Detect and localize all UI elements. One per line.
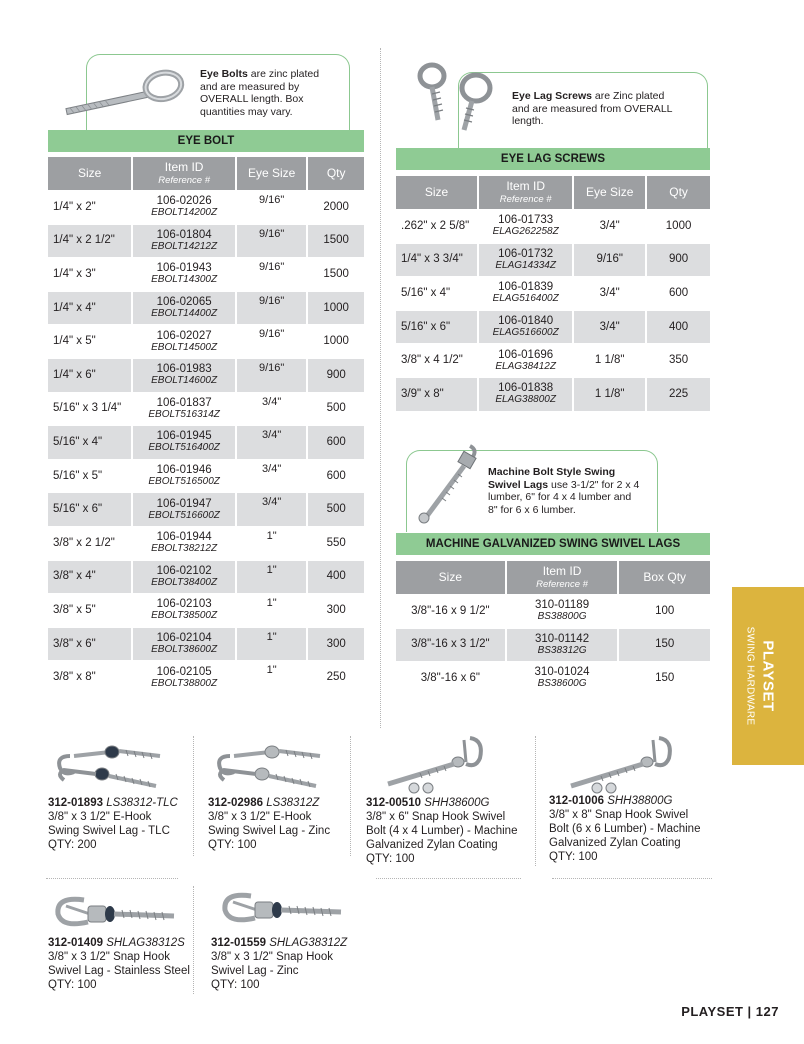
item-id: 106-01838 [498,382,554,395]
item-id: 106-02105 [156,665,212,678]
qty-cell: 2000 [323,200,349,213]
row-divider [46,878,178,879]
section-side-tab [732,587,804,765]
table-row [48,325,364,358]
size-cell: 1/4" x 3" [53,267,96,280]
eye-lag-description: Eye Lag Screws are Zinc plated and are measured from OVERALL length. [512,90,673,127]
table-row [48,561,364,594]
item-id-cell [133,292,235,325]
eye-size-cell: 9/16" [258,194,285,206]
size-cell: 3/8" x 2 1/2" [53,536,115,549]
eye-bolt-image [60,68,190,118]
product-tile [209,874,379,994]
row-divider [552,878,712,879]
item-id: 106-01696 [498,348,554,361]
size-cell: 3/8"-16 x 9 1/2" [411,604,490,617]
eye-size-cell: 9/16" [258,261,285,274]
tile-divider [193,886,194,994]
eye-size-cell: 1" [237,628,306,661]
item-id-cell [133,359,235,392]
size-cell: 5/16" x 4" [401,286,451,299]
table-row [48,225,364,258]
swivel-lag-description: Machine Bolt Style Swing Swivel Lags use 3-1/2" for 2 x 4 lumber, 6" for 4 x 4 lumber and 8" for 6 x 6 lumber. [488,466,640,516]
item-id: 106-01839 [498,281,554,294]
item-id-cell [133,493,235,526]
qty-cell: 600 [326,469,346,482]
table-row [48,258,364,291]
e-hook-swivel-lag-icon [52,734,168,796]
item-id-cell [133,325,235,358]
item-id: 310-01189 [534,599,590,612]
size-cell: 1/4" x 2" [53,200,96,213]
column-header-qty: Qty [308,157,364,190]
item-id-cell [507,629,618,662]
qty-cell: 1500 [323,267,349,280]
item-id: 106-02104 [156,632,212,645]
qty-cell: 150 [619,629,710,662]
reference-number: EBOLT14600Z [151,375,218,387]
qty-cell: 1000 [665,219,692,232]
eye-size-cell: 1" [266,664,277,677]
item-id: 106-01837 [156,396,212,409]
size-cell: 3/8" x 5" [53,603,96,616]
size-cell: 5/16" x 5" [53,469,103,482]
table-row [396,378,710,411]
reference-number: EBOLT38800Z [151,677,218,689]
e-hook-swivel-lag-icon [212,734,328,796]
qty-cell: 225 [647,378,710,411]
table-row [396,662,710,695]
table-row [396,595,710,628]
column-divider [380,48,381,728]
swivel-lag-heading: MACHINE GALVANIZED SWING SWIVEL LAGS [396,533,710,555]
item-id-cell [479,311,572,344]
table-row [48,493,364,526]
product-tile [206,730,366,860]
reference-number: ELAG14334Z [495,259,556,271]
size-cell: 3/9" x 8" [396,378,477,411]
reference-number: EBOLT38500Z [151,610,218,622]
item-id: 106-01983 [156,363,212,376]
eye-bolt-heading: EYE BOLT [48,130,364,152]
snap-hook-swivel-bolt-icon [563,730,683,794]
size-cell: 5/16" x 6" [396,311,477,344]
eye-size-cell: 9/16" [574,244,645,277]
item-id-cell [133,594,235,627]
qty-cell: 400 [647,311,710,344]
snap-hook-swivel-lag-icon [50,886,180,936]
eye-bolt-description: Eye Bolts are zinc plated and are measured by OVERALL length. Box quantities may vary. [200,68,320,118]
size-cell: 1/4" x 4" [48,292,131,325]
page-footer: PLAYSET | 127 [681,1004,779,1019]
item-id-cell [479,210,572,243]
reference-number: BS38600G [537,678,587,690]
snap-hook-swivel-bolt-icon [374,730,494,794]
eye-size-cell: 1 1/8" [594,354,625,367]
qty-cell: 500 [326,402,346,415]
item-id-cell [133,393,235,426]
table-row [48,460,364,493]
reference-number: EBOLT14300Z [151,274,218,286]
column-header-eye-size: Eye Size [574,176,645,209]
item-id-cell [133,258,235,291]
eye-size-cell: 3/4" [262,395,282,408]
size-cell: 3/8" x 6" [48,628,131,661]
table-row [48,527,364,560]
product-tile [46,882,206,992]
column-header-qty: Qty [647,176,710,209]
item-id-cell [479,277,572,310]
eye-lag-heading: EYE LAG SCREWS [396,148,710,170]
item-id-cell [133,527,235,560]
qty-cell: 250 [326,671,346,684]
table-row [48,359,364,392]
column-header-size: Size [48,157,131,190]
reference-number: EBOLT516400Z [148,442,220,454]
table-row [48,628,364,661]
product-description: 312-01559 SHLAG38312Z 3/8" x 3 1/2" Snap Hook Swivel Lag - Zinc QTY: 100 [211,937,348,991]
column-header-size: Size [396,561,505,594]
eye-size-cell: 9/16" [258,328,285,341]
item-id-cell [507,595,618,628]
product-description: 312-02986 LS38312Z 3/8" x 3 1/2" E-Hook Swing Swivel Lag - Zinc QTY: 100 [208,797,331,851]
row-divider [376,878,521,879]
item-id-cell [133,628,235,661]
table-row [48,292,364,325]
table-row [48,191,364,224]
item-id: 106-01840 [498,315,554,328]
reference-number: EBOLT14400Z [151,308,218,320]
item-id-cell [133,426,235,459]
size-cell: 3/8" x 4" [48,561,131,594]
column-header-box-qty: Box Qty [619,561,710,594]
qty-cell: 1000 [308,292,364,325]
reference-number: ELAG38800Z [495,394,556,406]
reference-number: EBOLT14212Z [151,240,218,252]
eye-size-cell: 1" [237,561,306,594]
eye-lag-table [394,175,712,412]
item-id: 106-02027 [156,329,212,342]
item-id-cell [133,661,235,694]
swivel-lag-table [394,560,712,696]
qty-cell: 600 [668,286,689,299]
item-id: 106-01804 [156,228,212,241]
qty-cell: 550 [326,536,346,549]
product-tile [46,730,206,860]
size-cell: 1/4" x 2 1/2" [48,225,131,258]
qty-cell: 600 [308,426,364,459]
eye-size-cell: 3/4" [574,311,645,344]
product-tile [364,730,544,870]
qty-cell: 1000 [323,335,349,348]
item-id: 106-02103 [156,598,212,611]
table-row [396,629,710,662]
reference-number: EBOLT516500Z [148,476,220,488]
product-tile [547,730,727,870]
machine-bolt-swivel-image [408,440,486,530]
qty-cell: 150 [655,671,675,684]
item-id-cell [479,344,572,377]
size-cell: 3/8" x 4 1/2" [401,354,463,367]
size-cell: .262" x 2 5/8" [401,219,470,232]
item-id: 106-01732 [498,247,554,260]
eye-size-cell: 3/4" [599,286,620,299]
size-cell: 5/16" x 6" [48,493,131,526]
qty-cell: 300 [326,603,346,616]
product-description: 312-01893 LS38312-TLC 3/8" x 3 1/2" E-Hook Swing Swivel Lag - TLC QTY: 200 [48,797,178,851]
item-id-cell [479,244,572,277]
item-id-cell [133,561,235,594]
item-id: 106-02065 [156,296,212,309]
column-header-item-id: Item ID Reference # [479,176,572,209]
item-id: 106-01733 [498,214,554,227]
product-description: 312-00510 SHH38600G 3/8" x 6" Snap Hook Swivel Bolt (4 x 4 Lumber) - Machine Galvanized Zylan Coating QTY: 100 [366,797,518,865]
qty-cell: 350 [668,354,689,367]
item-id: 106-01947 [156,497,212,510]
eye-size-cell: 3/4" [599,219,620,232]
table-row [396,344,710,377]
reference-number: BS38800G [537,611,587,623]
tile-divider [350,736,351,856]
size-cell: 1/4" x 6" [48,359,131,392]
item-id: 310-01142 [534,632,590,645]
table-row [396,244,710,277]
item-id: 310-01024 [534,666,590,679]
reference-number: EBOLT516314Z [148,408,220,420]
reference-number: ELAG516400Z [492,293,559,305]
qty-cell: 1500 [308,225,364,258]
side-tab-subtitle: SWING HARDWARE [744,626,756,726]
qty-cell: 300 [308,628,364,661]
item-id-cell [479,378,572,411]
snap-hook-swivel-lag-icon [217,882,347,932]
table-row [396,277,710,310]
reference-number: EBOLT38212Z [151,543,218,555]
table-row [48,393,364,426]
column-header-item-id: Item ID Reference # [133,157,235,190]
qty-cell: 900 [647,244,710,277]
size-cell: 5/16" x 3 1/4" [53,402,122,415]
eye-lag-screw-image [410,58,500,138]
product-description: 312-01006 SHH38800G 3/8" x 8" Snap Hook Swivel Bolt (6 x 6 Lumber) - Machine Galvanized Zylan Coating QTY: 100 [549,795,701,863]
size-cell: 3/8"-16 x 3 1/2" [396,629,505,662]
table-row [396,210,710,243]
item-id-cell [133,225,235,258]
size-cell: 3/8" x 8" [53,671,96,684]
reference-number: EBOLT38400Z [151,576,218,588]
reference-number: ELAG262258Z [492,226,559,238]
size-cell: 1/4" x 5" [53,335,96,348]
item-id: 106-01944 [156,531,212,544]
item-id: 106-01943 [156,262,212,275]
item-id-cell [133,191,235,224]
item-id: 106-01945 [156,430,212,443]
reference-number: ELAG516600Z [492,327,559,339]
size-cell: 3/8"-16 x 6" [420,671,480,684]
eye-size-cell: 9/16" [237,225,306,258]
column-header-size: Size [396,176,477,209]
size-cell: 5/16" x 4" [48,426,131,459]
table-row [396,311,710,344]
size-cell: 1/4" x 3 3/4" [396,244,477,277]
reference-number: BS38312G [537,644,587,656]
qty-cell: 900 [308,359,364,392]
reference-number: EBOLT516600Z [148,509,220,521]
column-header-eye-size: Eye Size [237,157,306,190]
reference-number: EBOLT14500Z [151,341,218,353]
item-id: 106-02102 [156,564,212,577]
table-row [48,661,364,694]
qty-cell: 500 [308,493,364,526]
reference-number: EBOLT14200Z [151,207,218,219]
reference-number: ELAG38412Z [495,360,556,372]
eye-size-cell: 3/4" [237,493,306,526]
item-id-cell [133,460,235,493]
eye-size-cell: 3/4" [237,426,306,459]
item-id: 106-02026 [156,195,212,208]
eye-size-cell: 9/16" [237,292,306,325]
column-header-item-id: Item ID Reference # [507,561,618,594]
item-id-cell [507,662,618,695]
eye-size-cell: 1" [266,597,277,610]
eye-size-cell: 9/16" [237,359,306,392]
table-row [48,426,364,459]
table-row [48,594,364,627]
eye-size-cell: 3/4" [262,462,282,475]
item-id: 106-01946 [156,464,212,477]
eye-bolt-table [46,156,366,695]
eye-size-cell: 1 1/8" [574,378,645,411]
side-tab-title: PLAYSET [759,640,777,712]
eye-size-cell: 1" [266,529,277,542]
reference-number: EBOLT38600Z [151,644,218,656]
tile-divider [535,736,536,866]
tile-divider [193,736,194,856]
qty-cell: 100 [655,604,675,617]
product-description: 312-01409 SHLAG38312S 3/8" x 3 1/2" Snap Hook Swivel Lag - Stainless Steel QTY: 100 [48,937,190,991]
qty-cell: 400 [308,561,364,594]
